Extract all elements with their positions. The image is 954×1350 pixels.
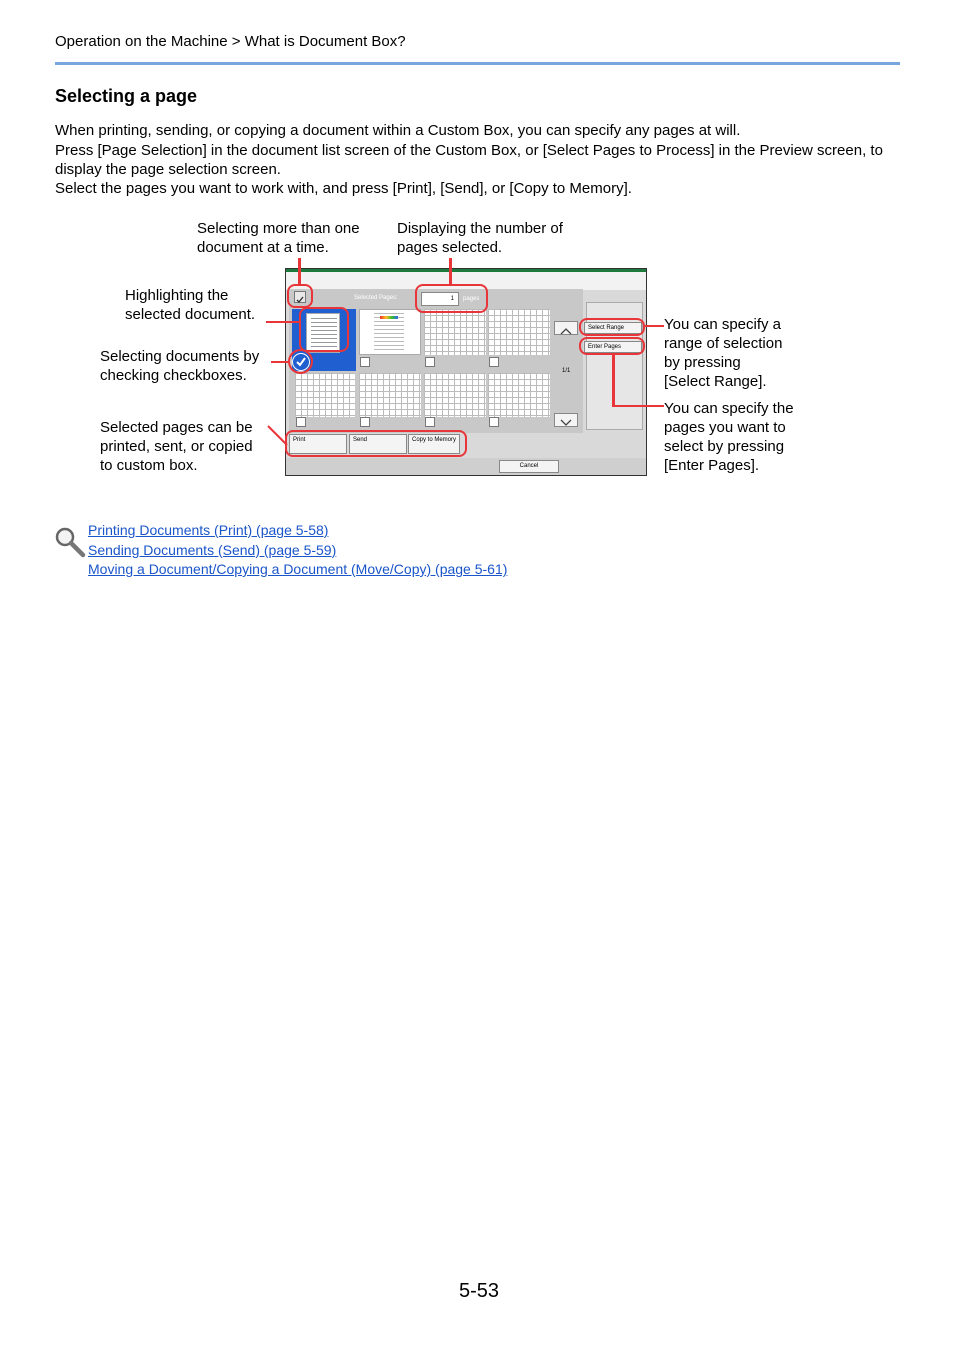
selected-pages-label: Selected Pages: bbox=[354, 295, 398, 301]
page-checkbox[interactable] bbox=[489, 417, 499, 427]
thumbnail-page-8[interactable] bbox=[488, 373, 550, 417]
section-title: Selecting a page bbox=[55, 86, 198, 106]
scroll-up-button[interactable] bbox=[554, 321, 578, 335]
page-checkbox[interactable] bbox=[425, 417, 435, 427]
pages-unit-label: pages bbox=[463, 296, 480, 302]
thumbnail-page-4[interactable] bbox=[488, 309, 550, 355]
page-checkbox[interactable] bbox=[425, 357, 435, 367]
connector-line bbox=[612, 354, 615, 406]
callout-select-range: You can specify a range of selection by pressing [Select Range]. bbox=[664, 316, 783, 390]
thumbnail-page-5[interactable] bbox=[295, 373, 355, 417]
connector-line bbox=[612, 405, 664, 407]
highlight-thumbnail bbox=[299, 307, 349, 352]
thumbnail-page-7[interactable] bbox=[424, 373, 486, 417]
intro-paragraph-1: When printing, sending, or copying a document within a Custom Box, you can specify any pages at will. bbox=[55, 122, 741, 139]
connector-line bbox=[266, 321, 300, 323]
intro-paragraph-2: Press [Page Selection] in the document list screen of the Custom Box, or [Select Pages to Process] in the Preview screen, to display the page selection screen. bbox=[55, 142, 883, 178]
scroll-down-button[interactable] bbox=[554, 413, 578, 427]
copy-to-memory-button[interactable]: Copy to Memory bbox=[408, 434, 460, 454]
highlight-checkbox bbox=[288, 349, 313, 374]
page-indicator: 1/1 bbox=[562, 368, 571, 374]
intro-paragraph-3: Select the pages you want to work with, and press [Print], [Send], or [Copy to Memory]. bbox=[55, 180, 632, 197]
magnifier-icon bbox=[54, 526, 86, 558]
enter-pages-button[interactable]: Enter Pages bbox=[584, 341, 642, 353]
selected-count-display: 1 bbox=[421, 292, 459, 306]
thumbnail-page-6[interactable] bbox=[359, 373, 421, 417]
screen-footer bbox=[286, 458, 646, 475]
callout-enter-pages: You can specify the pages you want to select by pressing [Enter Pages]. bbox=[664, 400, 794, 474]
highlight-enter-pages bbox=[579, 337, 645, 355]
callout-checkbox: Selecting documents by checking checkboxes. bbox=[100, 348, 260, 384]
connector-line bbox=[449, 258, 452, 286]
select-range-button[interactable]: Select Range bbox=[584, 322, 642, 334]
page-checkbox[interactable] bbox=[296, 417, 306, 427]
connector-line bbox=[298, 258, 301, 286]
link-printing-documents[interactable]: Printing Documents (Print) (page 5-58) bbox=[88, 522, 329, 538]
link-moving-copying-document[interactable]: Moving a Document/Copying a Document (Move/Copy) (page 5-61) bbox=[88, 561, 508, 577]
callout-count-display: Displaying the number of pages selected. bbox=[397, 220, 563, 256]
callout-multi-select: Selecting more than one document at a time. bbox=[197, 220, 360, 256]
callout-highlight: Highlighting the selected document. bbox=[125, 287, 256, 323]
highlight-select-all bbox=[287, 284, 313, 308]
highlight-select-range bbox=[579, 318, 645, 336]
connector-line bbox=[271, 361, 289, 363]
link-sending-documents[interactable]: Sending Documents (Send) (page 5-59) bbox=[88, 541, 337, 558]
page-checkbox[interactable] bbox=[360, 417, 370, 427]
highlight-action-buttons bbox=[285, 430, 467, 457]
print-button[interactable]: Print bbox=[289, 434, 347, 454]
page-checkbox[interactable] bbox=[360, 357, 370, 367]
thumbnail-page-2[interactable] bbox=[359, 309, 421, 355]
header-divider bbox=[55, 62, 900, 65]
chevron-up-icon bbox=[560, 327, 572, 335]
thumbnail-page-3[interactable] bbox=[424, 309, 486, 355]
callout-actions: Selected pages can be printed, sent, or copied to custom box. bbox=[100, 419, 253, 474]
breadcrumb: Operation on the Machine > What is Document Box? bbox=[55, 33, 406, 50]
page-checkbox[interactable] bbox=[489, 357, 499, 367]
chevron-down-icon bbox=[560, 419, 572, 427]
page-number: 5-53 bbox=[459, 1280, 500, 1302]
cancel-button[interactable]: Cancel bbox=[499, 460, 559, 473]
send-button[interactable]: Send bbox=[349, 434, 407, 454]
highlight-count bbox=[415, 284, 488, 313]
reference-links bbox=[88, 521, 507, 580]
connector-line bbox=[645, 325, 664, 327]
